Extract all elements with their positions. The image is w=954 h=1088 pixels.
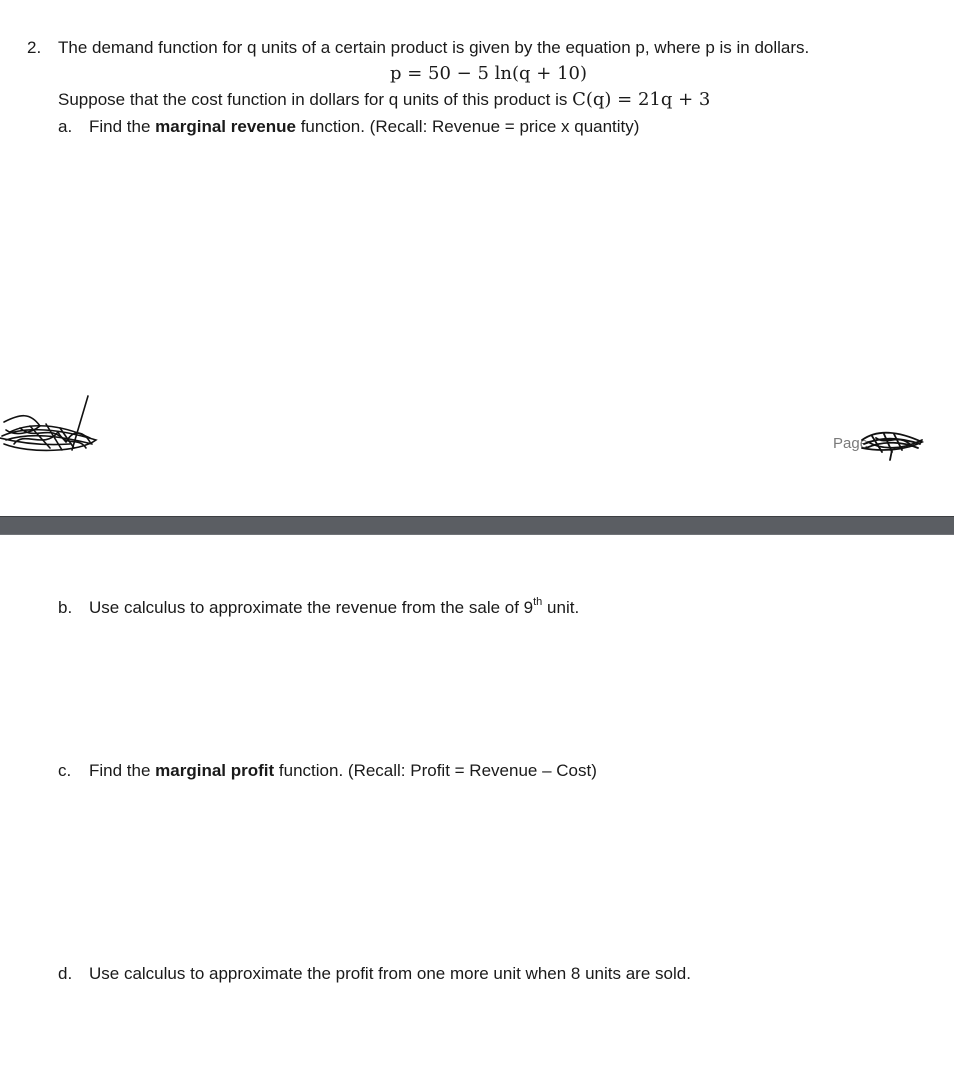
part-b-superscript: th bbox=[533, 596, 543, 609]
part-c-post: function. (Recall: Profit = Revenue – Cost) bbox=[278, 761, 597, 780]
part-d-letter: d. bbox=[58, 964, 73, 983]
part-c-pre: Find the bbox=[89, 761, 151, 780]
question-number: 2. bbox=[27, 38, 42, 57]
page-label: Page bbox=[833, 435, 869, 452]
part-a-pre: Find the bbox=[89, 117, 151, 136]
part-b-pre: Use calculus to approximate the revenue from the sale of 9 bbox=[89, 598, 534, 617]
part-a-prompt bbox=[89, 117, 639, 137]
cost-statement bbox=[58, 90, 710, 110]
part-d-prompt: Use calculus to approximate the profit from one more unit when 8 units are sold. bbox=[89, 964, 691, 983]
cost-text: Suppose that the cost function in dollars for q units of this product is bbox=[58, 90, 568, 109]
part-b-prompt bbox=[89, 598, 579, 618]
part-a-bold-term: marginal revenue bbox=[155, 117, 296, 136]
demand-equation: p = 50 − 5 ln(q + 10) bbox=[390, 63, 587, 84]
page-footer bbox=[832, 426, 932, 462]
part-a-letter: a. bbox=[58, 117, 73, 136]
part-c-letter: c. bbox=[58, 761, 72, 780]
part-b-post: unit. bbox=[547, 598, 580, 617]
question-intro: The demand function for q units of a certain product is given by the equation p, where p is in dollars. bbox=[58, 38, 810, 57]
part-c-prompt bbox=[89, 761, 597, 781]
page-break-divider bbox=[0, 516, 954, 535]
scribble-left-drawing bbox=[0, 392, 104, 462]
scribble-right-drawing bbox=[832, 426, 932, 462]
cost-equation: C(q) = 21q + 3 bbox=[572, 89, 711, 110]
part-b-letter: b. bbox=[58, 598, 73, 617]
part-a-post: function. (Recall: Revenue = price x quantity) bbox=[300, 117, 640, 136]
part-c-bold-term: marginal profit bbox=[155, 761, 275, 780]
